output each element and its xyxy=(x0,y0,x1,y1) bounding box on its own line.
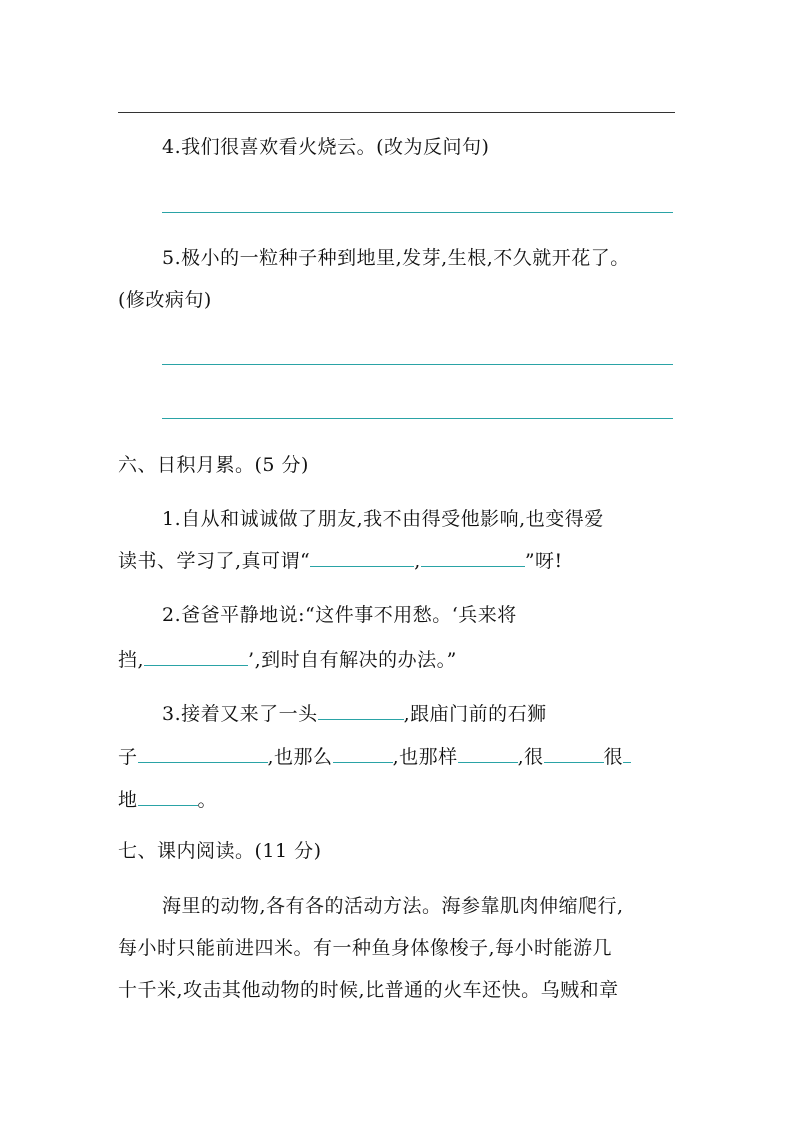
blank-s6-q3-3[interactable] xyxy=(333,743,393,763)
section-6-heading: 六、日积月累。(5 分) xyxy=(118,454,309,476)
blank-s6-q2[interactable] xyxy=(144,646,248,666)
s6-q2-text-b: ’,到时自有解决的办法。” xyxy=(248,649,457,671)
answer-line-q4[interactable] xyxy=(162,212,673,213)
s6-q3-text-g: 很 xyxy=(603,746,624,768)
s6-q3-line1 xyxy=(162,700,547,727)
blank-s6-q3-2[interactable] xyxy=(138,743,268,763)
blank-s6-q3-1[interactable] xyxy=(318,700,404,720)
question-5-line2: (修改病句) xyxy=(118,289,212,311)
question-4: 4.我们很喜欢看火烧云。(改为反问句) xyxy=(162,136,490,158)
blank-s6-q3-7[interactable] xyxy=(138,786,198,806)
answer-line-q5-2[interactable] xyxy=(162,418,673,419)
blank-s6-q3-5[interactable] xyxy=(544,743,604,763)
s6-q3-text-i: 。 xyxy=(197,789,218,811)
section-7-heading: 七、课内阅读。(11 分) xyxy=(118,840,322,862)
s6-q1-text-c: ”呀! xyxy=(524,550,563,572)
passage-line-1: 海里的动物,各有各的活动方法。海参靠肌肉伸缩爬行, xyxy=(162,895,624,917)
blank-s6-q1-2[interactable] xyxy=(421,547,525,567)
s6-q3-text-e: ,也那样 xyxy=(392,746,458,768)
s6-q1-line2 xyxy=(118,547,563,574)
s6-q3-text-a: 3.接着又来了一头 xyxy=(162,703,318,725)
s6-q2-line2 xyxy=(118,646,457,673)
s6-q3-line2 xyxy=(118,743,631,770)
s6-q3-text-c: 子 xyxy=(118,746,138,768)
s6-q3-line3 xyxy=(118,786,217,813)
s6-q3-text-f: ,很 xyxy=(517,746,544,768)
s6-q2-text-a: 挡, xyxy=(118,649,145,671)
s6-q1-line1: 1.自从和诚诚做了朋友,我不由得受他影响,也变得爱 xyxy=(162,508,604,530)
s6-q3-text-h: 地 xyxy=(118,789,138,811)
passage-line-2: 每小时只能前进四米。有一种鱼身体像梭子,每小时能游几 xyxy=(118,937,613,959)
passage-line-3: 十千米,攻击其他动物的时候,比普通的火车还快。乌贼和章 xyxy=(118,979,619,1001)
s6-q1-text-a: 读书、学习了,真可谓“ xyxy=(118,550,311,572)
s6-q3-text-d: ,也那么 xyxy=(267,746,333,768)
blank-s6-q3-4[interactable] xyxy=(458,743,518,763)
answer-line-q5-1[interactable] xyxy=(162,364,673,365)
question-5-line1: 5.极小的一粒种子种到地里,发芽,生根,不久就开花了。 xyxy=(162,247,630,269)
s6-q1-text-b: , xyxy=(414,550,421,572)
s6-q3-text-b: ,跟庙门前的石狮 xyxy=(403,703,547,725)
blank-s6-q1-1[interactable] xyxy=(310,547,414,567)
header-rule xyxy=(118,112,675,113)
s6-q2-line1: 2.爸爸平静地说:“这件事不用愁。‘兵来将 xyxy=(162,604,517,626)
blank-s6-q3-6[interactable] xyxy=(623,743,631,763)
